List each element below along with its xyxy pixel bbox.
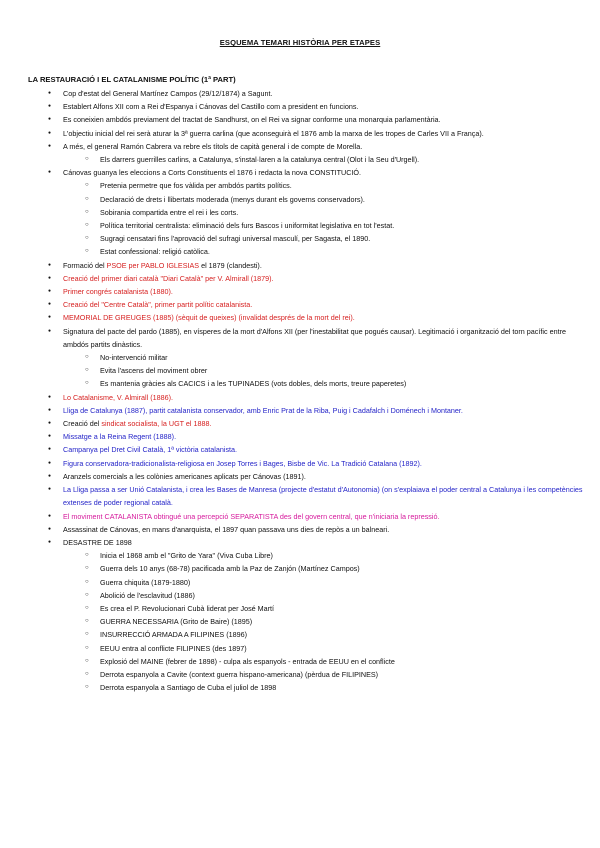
item-text: Assassinat de Cánovas, en mans d'anarquista, el 1897 quan passava uns dies de repòs a un balneari.: [63, 524, 390, 534]
bullet-item: [0, 298, 600, 311]
item-text: Creació del "Centre Català", primer partit polític catalanista.: [63, 300, 253, 310]
item-text: Figura conservadora-tradicionalista-religiosa en Josep Torres i Bages, Bisbe de Vic. La Tradició Catalana (1892).: [63, 458, 422, 468]
bullet-item: [0, 311, 600, 324]
sub-bullet-item: [0, 179, 600, 192]
item-text: Inicia el 1868 amb el "Grito de Yara" (Viva Cuba Libre): [100, 551, 273, 561]
bullet-item: [0, 483, 588, 509]
sub-bullet-item: [0, 232, 600, 245]
item-text: L'objectiu inicial del rei serà aturar la 3ª guerra carlina (que aconseguirà el 1876 amb la marxa de les tropes de Carles VII a França).: [63, 128, 484, 138]
item-text: Abolició de l'esclavitud (1886): [100, 590, 195, 600]
sub-bullet-item: [0, 589, 600, 602]
sub-bullet-item: [0, 377, 600, 390]
item-text: DESASTRE DE 1898: [63, 537, 132, 547]
sub-bullet-item: [0, 602, 600, 615]
sub-bullet-item: [0, 245, 600, 258]
sub-bullet-item: [0, 364, 600, 377]
document-title: ESQUEMA TEMARI HISTÒRIA PER ETAPES: [219, 38, 381, 47]
item-text: Establert Alfons XII com a Rei d'Espanya i Cánovas del Castillo com a president en funcions.: [63, 102, 359, 112]
item-text: Creació del: [63, 419, 102, 429]
item-highlight: sindicat socialista, la UGT el 1888.: [101, 419, 212, 429]
item-text: el 1879 (clandesti).: [199, 260, 262, 270]
bullet-item: [0, 523, 600, 536]
bullet-item: [0, 325, 588, 351]
sub-bullet-item: [0, 206, 600, 219]
item-text: Sobirania compartida entre el rei i les corts.: [100, 207, 239, 217]
item-text: Es coneixien ambdós previament del tractat de Sandhurst, on el Rei va signar conforme una monarquia parlamentària.: [63, 115, 441, 125]
item-text: Explosió del MAINE (febrer de 1898) - culpa als espanyols - entrada de EEUU en el conflicte: [100, 656, 395, 666]
sub-bullet-item: [0, 219, 600, 232]
item-text: Política territorial centralista: eliminació dels furs Bascos i uniformitat legislativa en tot l'estat.: [100, 221, 395, 231]
sub-bullet-item: [0, 351, 600, 364]
bullet-item: [0, 391, 600, 404]
bullet-item: [0, 127, 600, 140]
item-text: Els darrers guerrilles carlins, a Catalunya, s'instal·laren a la catalunya central (Olot i la Seu d'Urgell).: [100, 155, 420, 165]
item-text: Creació del primer diari català "Diari Català" per V. Almirall (1879).: [63, 273, 274, 283]
bullet-item: [0, 166, 600, 179]
bullet-item: [0, 510, 600, 523]
item-text: Sugragi censatari fins l'aprovació del sufragi universal masculí, per Sagasta, el 1890.: [100, 234, 371, 244]
item-highlight: PSOE per PABLO IGLESIAS: [106, 260, 200, 270]
sub-bullet-item: [0, 655, 600, 668]
item-text: Guerra dels 10 anys (68-78) pacificada amb la Paz de Zanjón (Martínez Campos): [100, 564, 360, 574]
sub-bullet-item: [0, 628, 600, 641]
item-text: A més, el general Ramón Cabrera va rebre els títols de capità general i de compte de Morella.: [63, 141, 363, 151]
item-text: Evita l'ascens del moviment obrer: [100, 366, 208, 376]
bullet-item: [0, 285, 600, 298]
item-text: Aranzels comercials a les colònies americanes aplicats per Cánovas (1891).: [63, 471, 306, 481]
bullet-item: [0, 536, 600, 549]
bullet-item: [0, 417, 600, 430]
outline-list: [0, 87, 600, 694]
sub-bullet-item: [0, 615, 600, 628]
sub-bullet-item: [0, 193, 600, 206]
sub-bullet-item: [0, 681, 600, 694]
sub-bullet-item: [0, 153, 600, 166]
item-text: Derrota espanyola a Santiago de Cuba el juliol de 1898: [100, 683, 277, 693]
sub-bullet-item: [0, 562, 600, 575]
item-text: Cop d'estat del General Martínez Campos (29/12/1874) a Sagunt.: [63, 89, 273, 98]
item-text: INSURRECCIÓ ARMADA A FILIPINES (1896): [100, 630, 247, 640]
item-text: Formació del: [63, 260, 107, 270]
item-text: Guerra chiquita (1879-1880): [100, 577, 191, 587]
item-text: Primer congrés catalanista (1880).: [63, 287, 173, 297]
sub-bullet-item: [0, 549, 600, 562]
bullet-item: [0, 404, 600, 417]
item-text: Pretenia permetre que fos vàlida per ambdós partits polítics.: [100, 181, 292, 191]
bullet-item: [0, 87, 600, 100]
item-text: Declaració de drets i llibertats moderada (menys durant els governs conservadors).: [100, 194, 365, 204]
bullet-item: [0, 470, 600, 483]
item-text: Lo Catalanisme, V. Almirall (1886).: [63, 392, 173, 402]
bullet-item: [0, 443, 600, 456]
bullet-item: [0, 430, 600, 443]
item-text: Derrota espanyola a Cavite (context guerra hispano-americana) (pèrdua de FILIPINES): [100, 669, 379, 679]
item-text: La Lliga passa a ser Unió Catalanista, i crea les Bases de Manresa (projecte d'estatut d'Autonomia) (on s'explaiava el poder central a Catalunya i les competències extenses de poder regional català.: [63, 485, 583, 508]
item-text: El moviment CATALANISTA obtingué una percepció SEPARATISTA des del govern central, que n'iniciaria la repressió.: [63, 511, 440, 521]
item-text: Missatge a la Reina Regent (1888).: [63, 432, 177, 442]
bullet-item: [0, 140, 600, 153]
item-text: Es crea el P. Revolucionari Cubà liderat per José Martí: [100, 603, 275, 613]
sub-bullet-item: [0, 642, 600, 655]
bullet-item: [0, 259, 600, 272]
sub-bullet-item: [0, 576, 600, 589]
item-text: Estat confessional: religió catòlica.: [100, 247, 210, 257]
item-text: GUERRA NECESSARIA (Grito de Baire) (1895): [100, 617, 253, 627]
bullet-item: [0, 272, 600, 285]
item-text: Signatura del pacte del pardo (1885), en vísperes de la mort d'Alfons XII (per l'inestabilitat que pogués causar). Legitimació i organització del torn pacífic entre ambdós partits dinàstics.: [63, 326, 566, 349]
item-text: Es mantenia gràcies als CACICS i a les TUPINADES (vots dobles, dels morts, treure paperetes): [100, 379, 407, 389]
item-text: EEUU entra al conflicte FILIPINES (des 1897): [100, 643, 247, 653]
item-text: Lliga de Catalunya (1887), partit catalanista conservador, amb Enric Prat de la Riba, Puig i Cadafalch i Doménech i Montaner.: [63, 405, 463, 415]
item-text: Cánovas guanya les eleccions a Corts Constituents el 1876 i redacta la nova CONSTITUCIÓ.: [63, 168, 362, 178]
bullet-item: [0, 113, 600, 126]
item-text: No-intervenció militar: [100, 353, 168, 363]
bullet-item: [0, 100, 600, 113]
bullet-item: [0, 457, 600, 470]
item-text: Campanya pel Dret Civil Català, 1ª victòria catalanista.: [63, 445, 238, 455]
section-heading: LA RESTAURACIÓ I EL CATALANISME POLÍTIC (1ª PART): [28, 75, 236, 84]
sub-bullet-item: [0, 668, 600, 681]
item-text: MEMORIAL DE GREUGES (1885) (sèquit de queixes) (invalidat després de la mort del rei).: [63, 313, 355, 323]
